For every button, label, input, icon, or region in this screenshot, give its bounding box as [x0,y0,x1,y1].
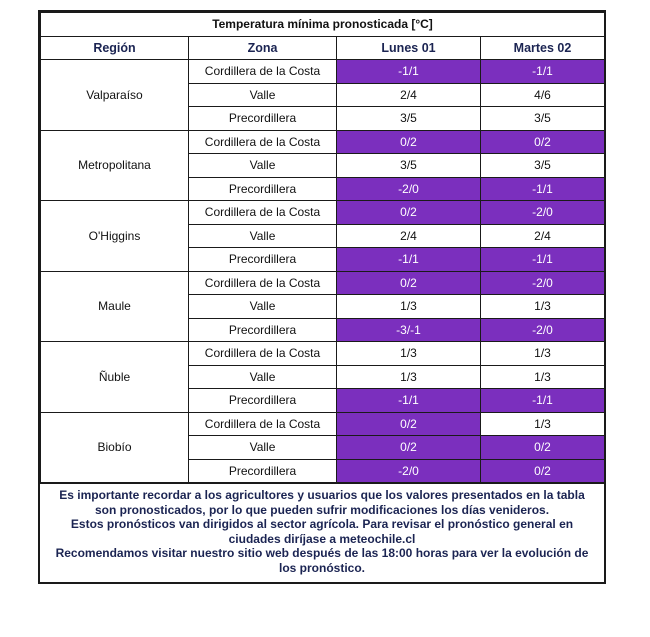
martes-value: -1/1 [481,177,605,201]
martes-value: 4/6 [481,83,605,107]
lunes-value: 0/2 [337,436,481,460]
lunes-value: 2/4 [337,224,481,248]
table-row [41,130,605,154]
lunes-value: 1/3 [337,365,481,389]
lunes-value: 0/2 [337,271,481,295]
lunes-value: 2/4 [337,83,481,107]
zona-cell: Cordillera de la Costa [189,271,337,295]
zona-cell: Valle [189,154,337,178]
lunes-value: 0/2 [337,130,481,154]
martes-value: 0/2 [481,130,605,154]
zona-cell: Precordillera [189,107,337,131]
lunes-value: -1/1 [337,248,481,272]
martes-value: -2/0 [481,271,605,295]
lunes-value: 3/5 [337,107,481,131]
zona-cell: Cordillera de la Costa [189,412,337,436]
zona-cell: Precordillera [189,318,337,342]
lunes-value: -2/0 [337,177,481,201]
table-title: Temperatura mínima pronosticada [°C] [41,13,605,37]
martes-value: 1/3 [481,295,605,319]
zona-cell: Valle [189,365,337,389]
forecast-table [40,12,605,483]
lunes-value: -3/-1 [337,318,481,342]
martes-value: 1/3 [481,412,605,436]
table-body [41,60,605,483]
table-row [41,60,605,84]
lunes-value: 0/2 [337,201,481,225]
lunes-value: 0/2 [337,412,481,436]
zona-cell: Cordillera de la Costa [189,130,337,154]
region-name: Metropolitana [41,130,189,201]
zona-cell: Valle [189,83,337,107]
lunes-value: -1/1 [337,60,481,84]
martes-value: 0/2 [481,459,605,483]
martes-value: -2/0 [481,318,605,342]
lunes-value: -2/0 [337,459,481,483]
note-2: Estos pronósticos van dirigidos al sector agrícola. Para revisar el pronóstico general en ciudades diríjase a meteochile.cl [70,517,574,546]
zona-cell: Precordillera [189,459,337,483]
region-name: Maule [41,271,189,342]
header-zona: Zona [189,36,337,60]
header-lunes: Lunes 01 [337,36,481,60]
martes-value: -1/1 [481,248,605,272]
lunes-value: 1/3 [337,295,481,319]
martes-value: 2/4 [481,224,605,248]
zona-cell: Valle [189,295,337,319]
forecast-panel [38,10,606,584]
header-martes: Martes 02 [481,36,605,60]
zona-cell: Precordillera [189,177,337,201]
zona-cell: Cordillera de la Costa [189,342,337,366]
martes-value: 1/3 [481,365,605,389]
martes-value: 3/5 [481,154,605,178]
lunes-value: 3/5 [337,154,481,178]
zona-cell: Precordillera [189,248,337,272]
martes-value: 3/5 [481,107,605,131]
zona-cell: Valle [189,436,337,460]
martes-value: -1/1 [481,389,605,413]
table-row [41,271,605,295]
martes-value: -1/1 [481,60,605,84]
notes-block [40,483,604,582]
martes-value: 0/2 [481,436,605,460]
table-row [41,342,605,366]
zona-cell: Valle [189,224,337,248]
martes-value: -2/0 [481,201,605,225]
lunes-value: 1/3 [337,342,481,366]
martes-value: 1/3 [481,342,605,366]
header-region: Región [41,36,189,60]
note-3: Recomendamos visitar nuestro sitio web después de las 18:00 horas para ver la evolución de los pronóstico. [55,546,589,575]
region-name: Ñuble [41,342,189,413]
table-row [41,201,605,225]
zona-cell: Cordillera de la Costa [189,201,337,225]
header-row [41,36,605,60]
region-name: O'Higgins [41,201,189,272]
note-1: Es importante recordar a los agricultores y usuarios que los valores presentados en la tabla son pronosticados, por lo que pueden sufrir modificaciones los días venideros. [59,488,585,517]
region-name: Biobío [41,412,189,483]
lunes-value: -1/1 [337,389,481,413]
zona-cell: Precordillera [189,389,337,413]
zona-cell: Cordillera de la Costa [189,60,337,84]
region-name: Valparaíso [41,60,189,131]
table-row [41,412,605,436]
